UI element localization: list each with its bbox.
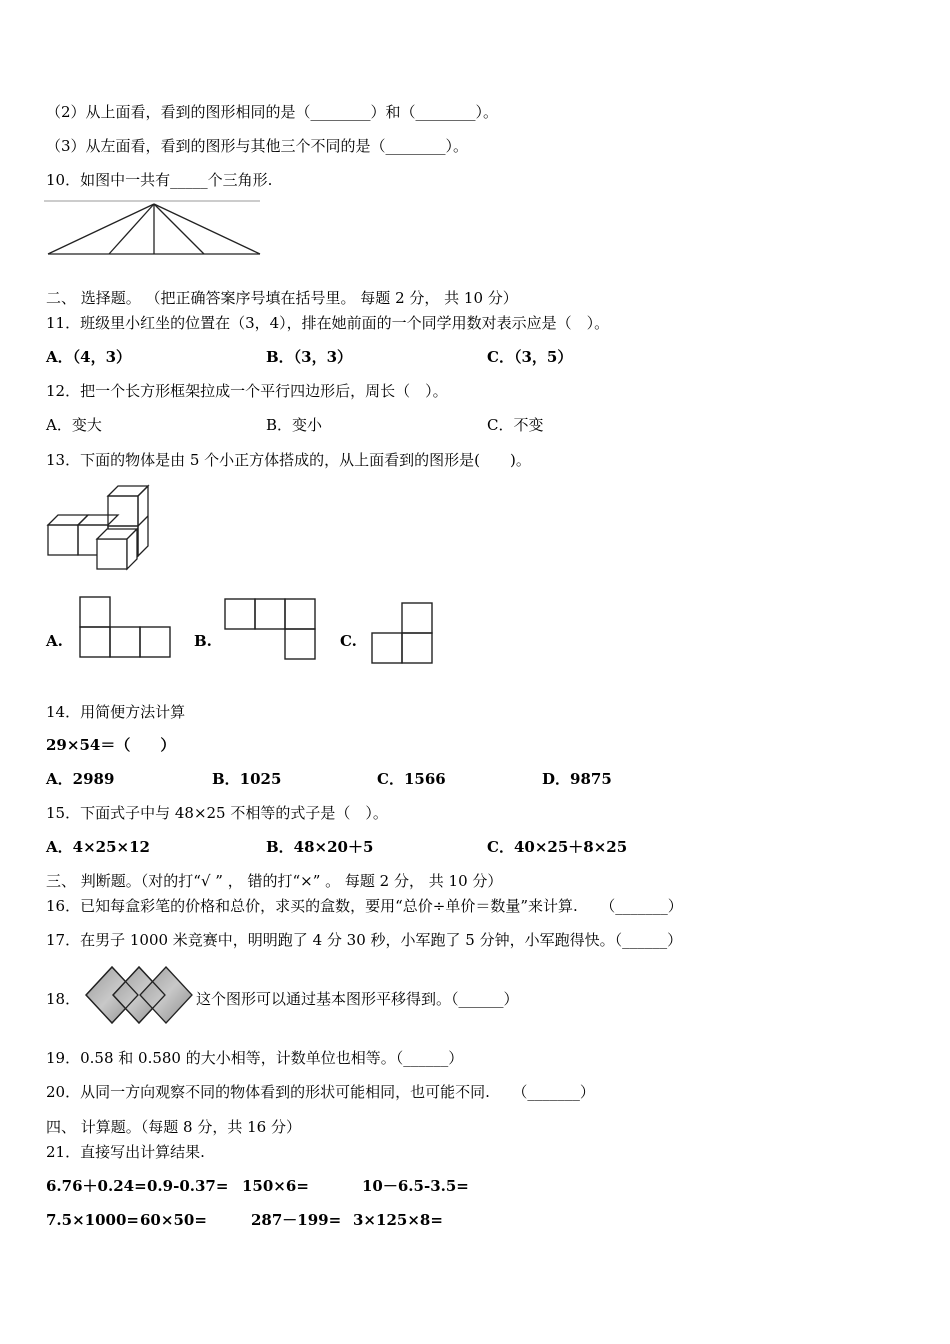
q21-r2-c2: 60×50= [140,1211,207,1229]
q11-option-b: B．（3，3） [266,348,353,366]
q21-r2-c1: 7.5×1000= [46,1211,139,1229]
q10-text: 10．如图中一共有_____个三角形. [46,171,273,189]
section3-heading: 三、 判断题。（对的打“√ ” ， 错的打“×” 。 每题 2 分， 共 10 分） [46,872,503,890]
q21-r1-c4: 10－6.5-3.5= [362,1177,469,1195]
q14-text: 14．用简便方法计算 [46,703,186,721]
q18-text: 这个图形可以通过基本图形平移得到。（______） [196,990,519,1008]
q13-cube-stack-figure [46,484,154,574]
q21-r2-c4: 3×125×8= [353,1211,443,1229]
q15-text: 15．下面式子中与 48×25 不相等的式子是（ ）。 [46,804,388,822]
q14-option-a: A．2989 [46,770,115,788]
q14-expression: 29×54＝（ ） [46,736,176,754]
q12-option-a: A．变大 [46,416,102,434]
q20-text: 20．从同一方向观察不同的物体看到的形状可能相同，也可能不同. （_______） [46,1083,595,1101]
q21-r1-c1: 6.76＋0.24= [46,1177,147,1195]
q13-option-b-label: B. [194,632,212,650]
q14-option-c: C．1566 [377,770,446,788]
q12-text: 12．把一个长方形框架拉成一个平行四边形后，周长（ ）。 [46,382,448,400]
q13-option-b-figure [224,598,318,660]
q13-option-a-label: A. [46,632,63,650]
q17-text: 17．在男子 1000 米竞赛中，明明跑了 4 分 30 秒，小军跑了 5 分钟，小军跑得快。（______） [46,931,683,949]
q21-r1-c3: 150×6= [242,1177,309,1195]
q13-option-c-label: C. [340,632,357,650]
q21-text: 21．直接写出计算结果. [46,1143,205,1161]
q15-option-c: C．40×25＋8×25 [487,838,628,856]
q21-r1-c2: 0.9-0.37= [147,1177,229,1195]
q13-option-c-figure [371,602,435,664]
q12-option-c: C．不变 [487,416,544,434]
q21-r2-c3: 287－199= [251,1211,342,1229]
q13-text: 13．下面的物体是由 5 个小正方体搭成的，从上面看到的图形是( )。 [46,451,531,469]
q18-diamond-figure [84,965,194,1025]
q18-number: 18． [46,990,81,1008]
q10-triangle-figure [44,200,262,258]
q13-option-a-figure [79,596,171,658]
q9-part3: （3）从左面看，看到的图形与其他三个不同的是（________）。 [46,137,469,155]
q14-option-d: D．9875 [542,770,612,788]
q14-option-b: B．1025 [212,770,282,788]
q12-option-b: B．变小 [266,416,323,434]
section2-heading: 二、 选择题。 （把正确答案序号填在括号里。 每题 2 分， 共 10 分） [46,289,518,307]
q19-text: 19．0.58 和 0.580 的大小相等，计数单位也相等。（______） [46,1049,464,1067]
q11-text: 11．班级里小红坐的位置在（3，4），排在她前面的一个同学用数对表示应是（ ）。 [46,314,610,332]
q9-part2: （2）从上面看，看到的图形相同的是（________）和（________）。 [46,103,499,121]
q15-option-a: A．4×25×12 [46,838,150,856]
q15-option-b: B．48×20＋5 [266,838,374,856]
q11-option-a: A．（4，3） [46,348,132,366]
section4-heading: 四、 计算题。（每题 8 分，共 16 分） [46,1118,301,1136]
q16-text: 16．已知每盒彩笔的价格和总价，求买的盒数，要用“总价÷单价＝数量”来计算. （_______） [46,897,683,915]
q11-option-c: C．（3，5） [487,348,573,366]
